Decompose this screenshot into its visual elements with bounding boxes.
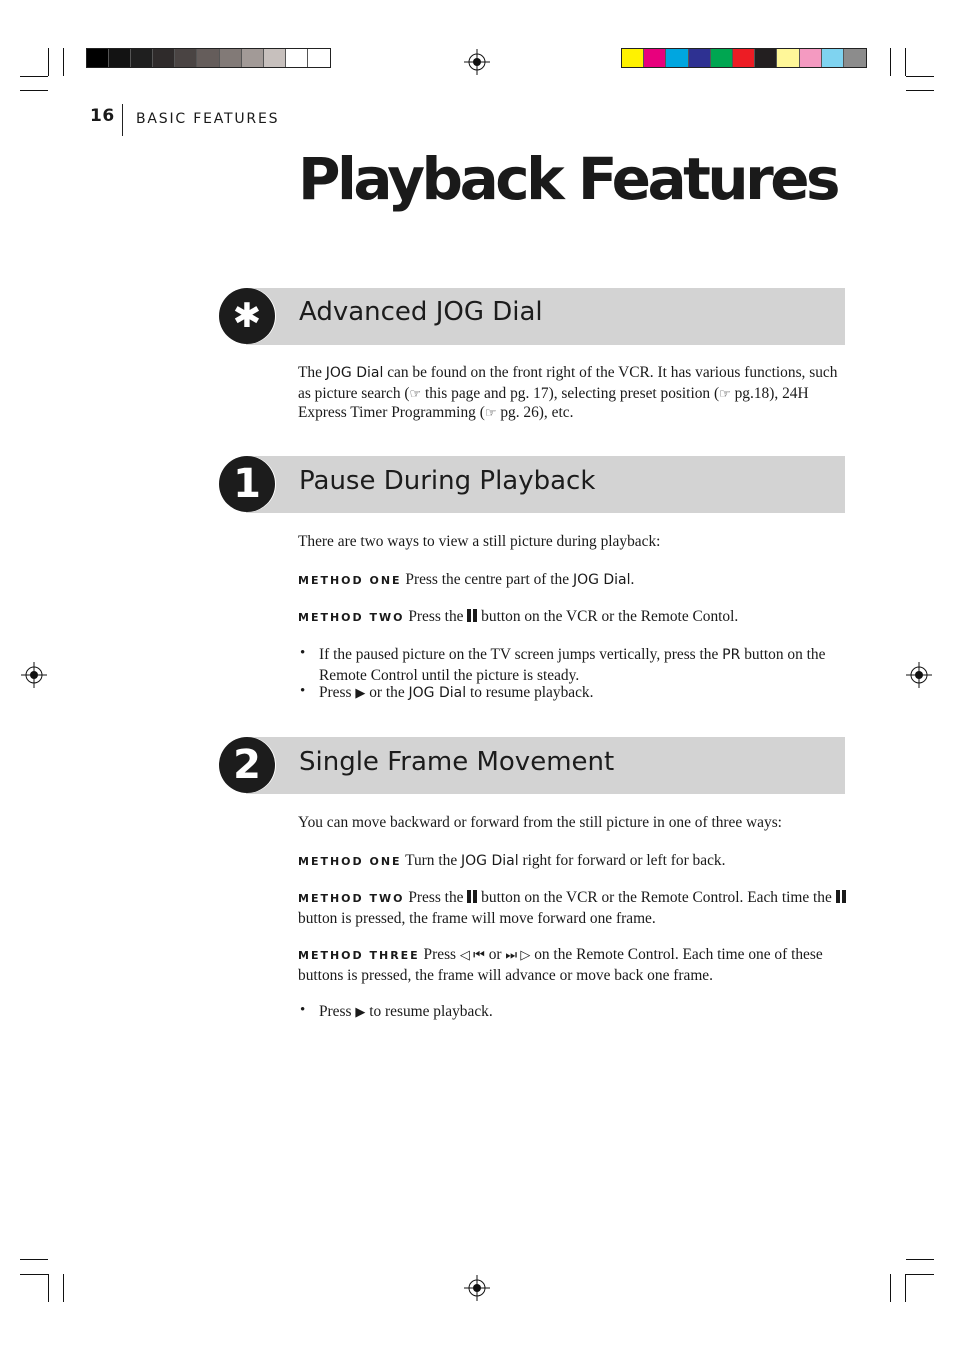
crop-mark [63,1274,64,1302]
play-icon: ▶ [355,1004,366,1019]
method-label: METHOD ONE [298,574,402,587]
color-bar [621,48,867,68]
section-title: Single Frame Movement [299,747,615,777]
registration-mark-icon [906,662,932,688]
frame-method-two: METHOD TWO Press the button on the VCR or the Remote Control. Each time the button is pressed, the frame will move forward one frame. [298,888,848,928]
bullet-icon: • [300,645,306,661]
page-reference-icon: ☞ [409,385,422,401]
pause-tip-vertical-jump: If the paused picture on the TV screen jumps vertically, press the PR button on the Remote Control until the picture is steady. [319,646,826,684]
crop-mark [906,1274,934,1275]
frame-tip-resume: Press ▶ to resume playback. [319,1003,493,1020]
method-label: METHOD ONE [298,855,402,868]
keyword-jog-dial: JOG Dial [408,685,467,701]
crop-mark [48,1274,49,1302]
crop-mark [63,48,64,76]
keyword-pr: PR [722,647,741,663]
crop-mark [20,1274,48,1275]
method-label: METHOD THREE [298,949,420,962]
crop-mark [905,1274,906,1302]
pause-icon [467,890,477,903]
pause-method-two: METHOD TWO Press the button on the VCR or the Remote Contol. [298,608,739,625]
crop-mark [905,48,906,76]
crop-mark [906,90,934,91]
page-title: Playback Features [298,145,838,213]
crop-mark [48,48,49,76]
crop-mark [890,48,891,76]
bullet-icon: • [300,683,306,699]
section-title: Advanced JOG Dial [299,297,543,327]
frame-back-icon: ◁ ⏮ [459,947,485,962]
pause-icon [836,890,846,903]
crop-mark [906,1259,934,1260]
bullet-icon: • [300,1002,306,1018]
section-title: Pause During Playback [299,466,596,496]
frame-method-three: METHOD THREE Press ◁ ⏮ or ⏭ ▷ on the Remote Control. Each time one of these buttons is pressed, the frame will advance or move back one frame. [298,946,823,984]
frame-method-one: METHOD ONE Turn the JOG Dial right for forward or left for back. [298,852,726,869]
registration-mark-icon [21,662,47,688]
method-label: METHOD TWO [298,611,405,624]
pause-tip-resume: Press ▶ or the JOG Dial to resume playback. [319,684,594,701]
step-number-badge: 1 [219,456,275,512]
crop-mark [20,76,48,77]
step-number-badge: 2 [219,737,275,793]
registration-mark-icon [464,1275,490,1301]
page-reference-icon: ☞ [719,385,731,401]
frame-forward-icon: ⏭ ▷ [505,947,531,962]
crop-mark [20,1259,48,1260]
registration-mark-icon [464,49,490,75]
running-header-section: BASIC FEATURES [136,111,280,127]
play-icon: ▶ [355,685,366,700]
page-reference-icon: ☞ [484,405,497,420]
crop-mark [890,1274,891,1302]
keyword-jog-dial: JOG Dial [325,365,384,381]
crop-mark [906,76,934,77]
frame-intro: You can move backward or forward from the still picture in one of three ways: [298,814,782,831]
asterisk-icon: ✱ [219,288,275,344]
pause-icon [467,609,477,622]
crop-mark [20,90,48,91]
jog-dial-description: The JOG Dial can be found on the front right of the VCR. It has various functions, such as picture search (☞ this page and pg. 17), selecting preset position (☞ pg.18), 24H Express Timer Programming (☞ pg. 26), etc. [298,364,838,421]
keyword-jog-dial: JOG Dial [572,572,631,588]
keyword-jog-dial: JOG Dial [461,853,519,869]
grayscale-bar [86,48,331,68]
pause-method-one: METHOD ONE Press the centre part of the JOG Dial. [298,571,635,588]
method-label: METHOD TWO [298,892,405,905]
page-number: 16 [90,106,115,126]
header-divider [122,104,123,136]
pause-intro: There are two ways to view a still picture during playback: [298,533,661,550]
